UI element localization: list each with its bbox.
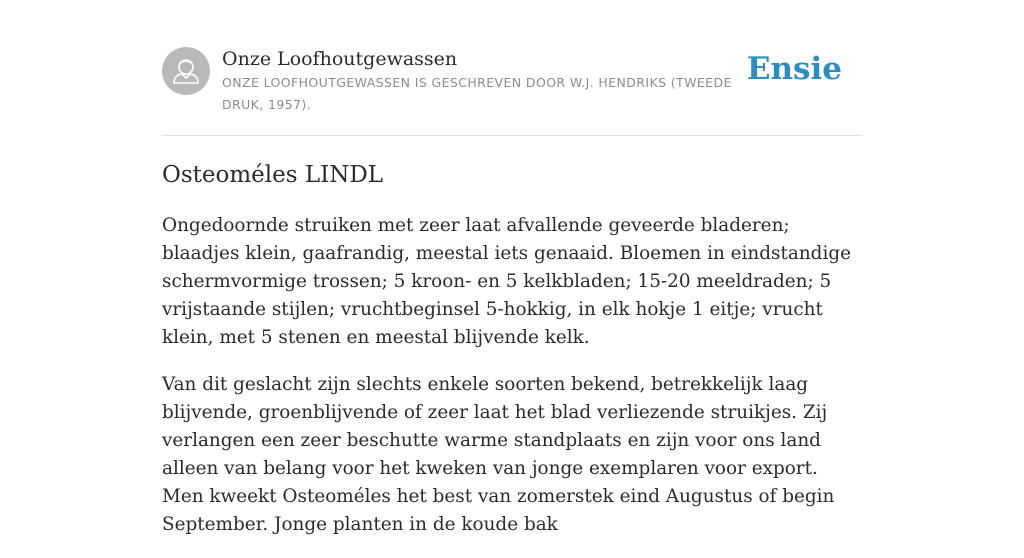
ensie-logo-link[interactable]: Ensie	[746, 51, 842, 87]
user-silhouette-icon	[162, 47, 210, 95]
entry-paragraph: Van dit geslacht zijn slechts enkele soorten bekend, betrekkelijk laag blijvende, groenblijvende of zeer laat het blad verliezende struikjes. Zij verlangen een zeer beschutte warme standplaats en zijn voor ons land alleen van belang voor het kweken van jonge exemplaren voor export. Men kweekt Osteoméles het best van zomerstek eind Augustus of begin September. Jonge planten in de koude bak	[162, 374, 835, 535]
source-description: ONZE LOOFHOUTGEWASSEN IS GESCHREVEN DOOR W.J. HENDRIKS (TWEEDE DRUK, 1957).	[222, 75, 732, 112]
entry-paragraph: Ongedoornde struiken met zeer laat afvallende geveerde bladeren; blaadjes klein, gaafrandig, meestal iets genaaid. Bloemen in eindstandige schermvormige trossen; 5 kroon- en 5 kelkbladen; 15-20 meeldraden; 5 vrijstaande stijlen; vruchtbeginsel 5-hokkig, in elk hokje 1 eitje; vrucht klein, met 5 stenen en meestal blijvende kelk.	[162, 215, 851, 348]
source-title[interactable]: Onze Loofhoutgewassen	[222, 48, 458, 70]
entry-title: Osteoméles LINDL	[162, 162, 384, 188]
source-header	[162, 0, 862, 136]
article-page	[162, 0, 862, 535]
entry-body	[162, 212, 862, 558]
source-avatar[interactable]	[162, 47, 210, 95]
